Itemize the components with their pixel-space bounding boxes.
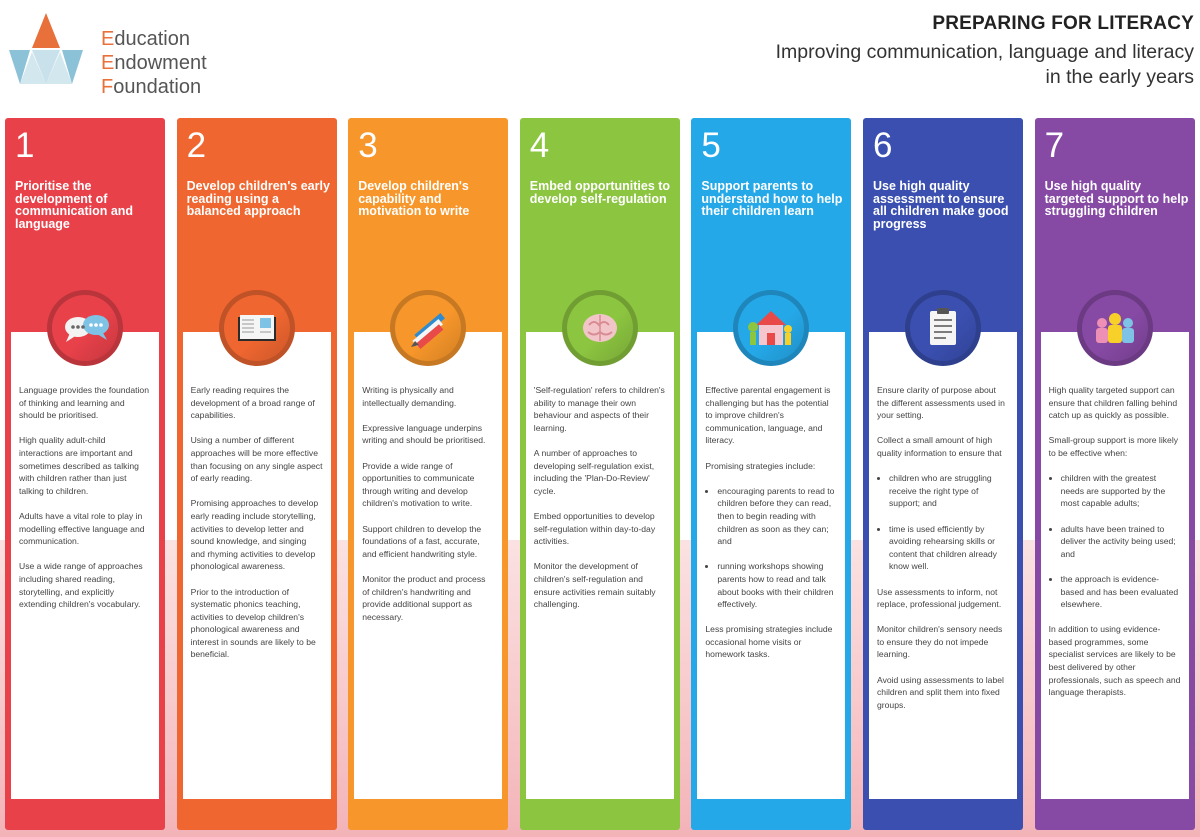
bullet-item: • children who are struggling receive the right type of support; and <box>889 472 1009 510</box>
recommendation-title: Prioritise the development of communication and language <box>15 179 134 231</box>
recommendation-body-text <box>534 384 666 623</box>
eef-logo <box>6 12 216 98</box>
recommendation-number: 5 <box>701 126 721 165</box>
recommendation-body-panel <box>183 332 331 799</box>
speech-bubbles-icon <box>52 295 118 361</box>
body-paragraph: Use assessments to inform, not replace, professional judgement. <box>877 586 1002 610</box>
family-house-icon <box>738 295 804 361</box>
bullet-list <box>877 472 1009 573</box>
recommendation-number: 3 <box>358 126 378 165</box>
recommendation-columns <box>5 118 1195 830</box>
body-paragraph: Promising approaches to develop early reading include storytelling, activities to develop letter and sound knowledge, and singing and rhyming activities to develop phonological awareness. <box>190 498 319 572</box>
recommendation-number: 6 <box>873 126 893 165</box>
recommendation-body-text <box>362 384 494 636</box>
body-paragraph: A number of approaches to developing self-regulation exist, including the 'Plan-Do-Review' cycle. <box>533 447 655 496</box>
body-paragraph: High quality targeted support can ensure that children falling behind catch up as quickly as possible. <box>1048 385 1178 421</box>
body-paragraph: Small-group support is more likely to be effective when: <box>1048 435 1179 458</box>
recommendation-body-panel <box>869 332 1017 799</box>
body-paragraph: Early reading requires the development of a broad range of capabilities. <box>190 385 315 421</box>
body-paragraph: High quality adult-child interactions are important and sometimes described as talking with children rather than just talking to children. <box>19 435 139 496</box>
page-title: PREPARING FOR LITERACY <box>932 13 1194 34</box>
recommendation-body-text <box>1049 384 1181 711</box>
recommendation-body-text <box>191 384 323 674</box>
body-paragraph: Support children to develop the foundations of a fast, accurate, and efficient handwriting style. <box>362 523 482 559</box>
recommendation-icon-badge <box>562 290 638 366</box>
recommendation-number: 7 <box>1044 126 1065 165</box>
recommendation-column-7 <box>1035 118 1195 830</box>
body-paragraph: Language provides the foundation of thinking and learning and should be prioritised. <box>19 385 149 421</box>
bullet-list <box>705 485 837 611</box>
body-paragraph: Ensure clarity of purpose about the different assessments used in your setting. <box>877 385 1005 421</box>
open-book-icon <box>224 295 290 361</box>
recommendation-column-3 <box>348 118 508 830</box>
recommendation-icon-badge <box>733 290 809 366</box>
bullet-item: • the approach is evidence-based and has been evaluated elsewhere. <box>1061 573 1181 611</box>
bullet-item: • time is used efficiently by avoiding rehearsing skills or content that children already know well. <box>889 523 1009 573</box>
bullet-item: • children with the greatest needs are supported by the most capable adults; <box>1061 472 1181 510</box>
page-subtitle: Improving communication, language and literacy in the early years <box>775 41 1194 88</box>
body-paragraph: Use a wide range of approaches including shared reading, storytelling, and explicitly extending children's vocabulary. <box>19 561 143 610</box>
recommendation-number: 2 <box>186 126 207 165</box>
bullet-item: • encouraging parents to read to children before they can read, then to begin reading with children as soon as they can; and <box>717 485 837 548</box>
recommendation-title: Develop children's early reading using a balanced approach <box>186 179 330 218</box>
bullet-list <box>1049 472 1181 611</box>
body-paragraph: Collect a small amount of high quality information to ensure that <box>877 435 1002 458</box>
group-icon <box>1082 295 1148 361</box>
body-paragraph: Writing is physically and intellectually demanding. <box>362 385 457 408</box>
recommendation-title: Use high quality targeted support to help struggling children <box>1044 179 1189 218</box>
bullet-item: • running workshops showing parents how to read and talk about books with their children effectively. <box>717 560 837 610</box>
brain-icon <box>567 295 633 361</box>
recommendation-icon-badge <box>47 290 123 366</box>
recommendation-body-panel <box>526 332 674 799</box>
recommendation-column-2 <box>177 118 337 830</box>
recommendation-icon-badge <box>219 290 295 366</box>
recommendation-column-6 <box>863 118 1023 830</box>
recommendation-body-panel <box>697 332 845 799</box>
body-paragraph: Promising strategies include: <box>705 460 816 471</box>
recommendation-body-panel <box>1041 332 1189 799</box>
body-paragraph: Expressive language underpins writing and should be prioritised. <box>362 422 486 446</box>
pencils-icon <box>395 295 461 361</box>
body-paragraph: Prior to the introduction of systematic phonics teaching, activities to develop children's phonological awareness and interest in sounds are likely to be beneficial. <box>190 586 316 660</box>
body-paragraph: Provide a wide range of opportunities to communicate through writing and develop children's motivation to write. <box>362 460 475 509</box>
eef-logo-icon <box>6 12 96 92</box>
body-paragraph: Using a number of different approaches will be more effective than focusing on any single aspect of early reading. <box>190 435 323 484</box>
body-paragraph: Less promising strategies include occasional home visits or homework tasks. <box>705 624 833 660</box>
recommendation-body-text <box>705 384 837 674</box>
bullet-item: • adults have been trained to deliver the activity being used; and <box>1061 523 1181 561</box>
recommendation-column-1 <box>5 118 165 830</box>
recommendation-column-5 <box>691 118 851 830</box>
recommendation-title: Support parents to understand how to help their children learn <box>701 179 843 218</box>
body-paragraph: 'Self-regulation' refers to children's ability to manage their own behaviour and aspects of their learning. <box>533 385 665 433</box>
body-paragraph: Monitor the development of children's self-regulation and ensure activities remain suitably challenging. <box>533 561 656 610</box>
body-paragraph: Monitor children's sensory needs to ensure they do not impede learning. <box>877 624 1003 660</box>
recommendation-icon-badge <box>390 290 466 366</box>
body-paragraph: Adults have a vital role to play in modelling effective language and communication. <box>19 510 145 547</box>
clipboard-icon <box>910 295 976 361</box>
recommendation-title: Use high quality assessment to ensure all children make good progress <box>873 179 1009 231</box>
recommendation-body-panel <box>354 332 502 799</box>
recommendation-body-panel <box>11 332 159 799</box>
recommendation-column-4 <box>520 118 680 830</box>
body-paragraph: Avoid using assessments to label children and split them into fixed groups. <box>877 674 1004 710</box>
recommendation-icon-badge <box>1077 290 1153 366</box>
body-paragraph: Effective parental engagement is challenging but has the potential to improve children's communication, language, and literacy. <box>705 385 831 446</box>
recommendation-number: 4 <box>529 126 550 165</box>
eef-logo-text: Education Endowment Foundation <box>101 28 207 98</box>
recommendation-icon-badge <box>905 290 981 366</box>
recommendation-title: Embed opportunities to develop self-regulation <box>529 179 671 206</box>
recommendation-body-text <box>877 384 1009 724</box>
recommendation-title: Develop children's capability and motivation to write <box>358 179 470 218</box>
body-paragraph: Monitor the product and process of children's handwriting and provide additional support as necessary. <box>362 573 486 622</box>
body-paragraph: Embed opportunities to develop self-regulation within day-to-day activities. <box>533 510 656 547</box>
recommendation-number: 1 <box>15 126 35 165</box>
recommendation-body-text <box>19 384 151 623</box>
body-paragraph: In addition to using evidence-based programmes, some specialist services are likely to be best delivered by other professionals, such as speech and language therapists. <box>1048 624 1181 698</box>
